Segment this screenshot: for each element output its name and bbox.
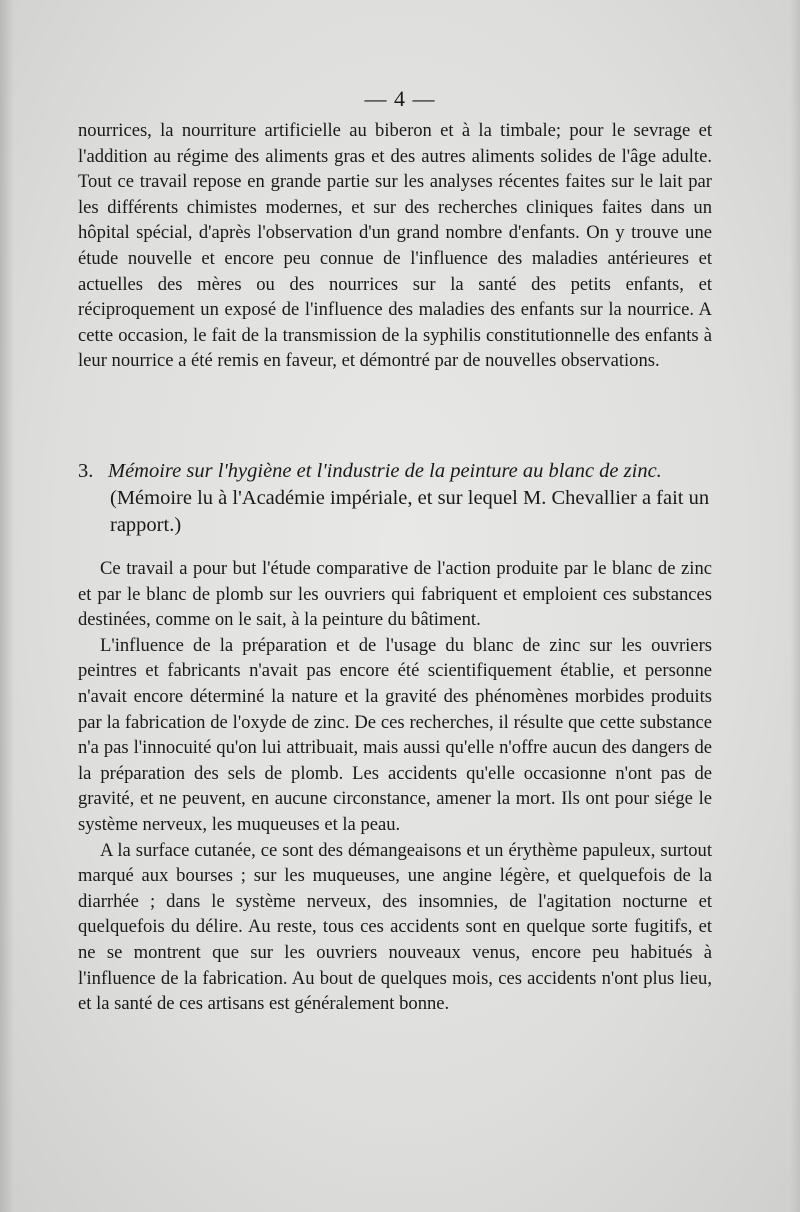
section-body	[78, 556, 712, 1017]
body-paragraph: A la surface cutanée, ce sont des démangeaisons et un érythème papuleux, surtout marqué aux bourses ; sur les muqueuses, une angine légère, et quelquefois de la diarrhée ; dans le système nerveux, des insomnies, de l'agitation nocturne et quelquefois du délire. Au reste, tous ces accidents sont en quelque sorte fugitifs, et ne se montrent que sur les ouvriers nouveaux venus, encore peu habitués à l'influence de la fabrication. Au bout de quelques mois, ces accidents n'ont plus lieu, et la santé de ces artisans est généralement bonne.	[78, 839, 712, 1015]
intro-text-block	[78, 118, 712, 374]
page-edge-shadow	[790, 0, 800, 1212]
section-note: (Mémoire lu à l'Académie impériale, et sur lequel M. Chevallier a fait un rapport.)	[110, 487, 710, 536]
body-paragraph: L'influence de la préparation et de l'usage du blanc de zinc sur les ouvriers peintres et fabricants n'avait pas encore été scientifiquement établie, et personne n'avait encore déterminé la nature et la gravité des phénomènes morbides produits par la fabrication de l'oxyde de zinc. De ces recherches, il résulte que cette substance n'a pas l'innocuité qu'on lui attribuait, mais aussi qu'elle n'offre aucun des dangers de la préparation des sels de plomb. Les accidents qu'elle occasionne n'ont pas de gravité, et ne peuvent, en aucune circonstance, amener la mort. Ils ont pour siége le système nerveux, les muqueuses et la peau.	[78, 634, 712, 835]
page-number: — 4 —	[364, 86, 436, 111]
section-title: Mémoire sur l'hygiène et l'industrie de la peinture au blanc de zinc.	[108, 460, 662, 482]
section-heading	[78, 458, 718, 539]
intro-paragraph: nourrices, la nourriture artificielle au biberon et à la timbale; pour le sevrage et l'addition au régime des aliments gras et des autres aliments solides de l'âge adulte. Tout ce travail repose en grande partie sur les analyses récentes faites sur le lait par les différents chimistes modernes, et sur des recherches cliniques faites dans un hôpital spécial, d'après l'observation d'un grand nombre d'enfants. On y trouve une étude nouvelle et encore peu connue de l'influence des maladies antérieures et actuelles des mères ou des nourrices sur la santé des petits enfants, et réciproquement un exposé de l'influence des maladies des enfants sur la nourrice. A cette occasion, le fait de la transmission de la syphilis constitutionnelle des enfants à leur nourrice a été remis en faveur, et démontré par de nouvelles observations.	[78, 120, 712, 372]
body-paragraph: Ce travail a pour but l'étude comparative de l'action produite par le blanc de zinc et par le blanc de plomb sur les ouvriers qui fabriquent et emploient ces substances destinées, comme on le sait, à la peinture du bâtiment.	[78, 558, 712, 631]
section-number: 3.	[78, 460, 94, 482]
page-edge-shadow	[0, 0, 14, 1212]
